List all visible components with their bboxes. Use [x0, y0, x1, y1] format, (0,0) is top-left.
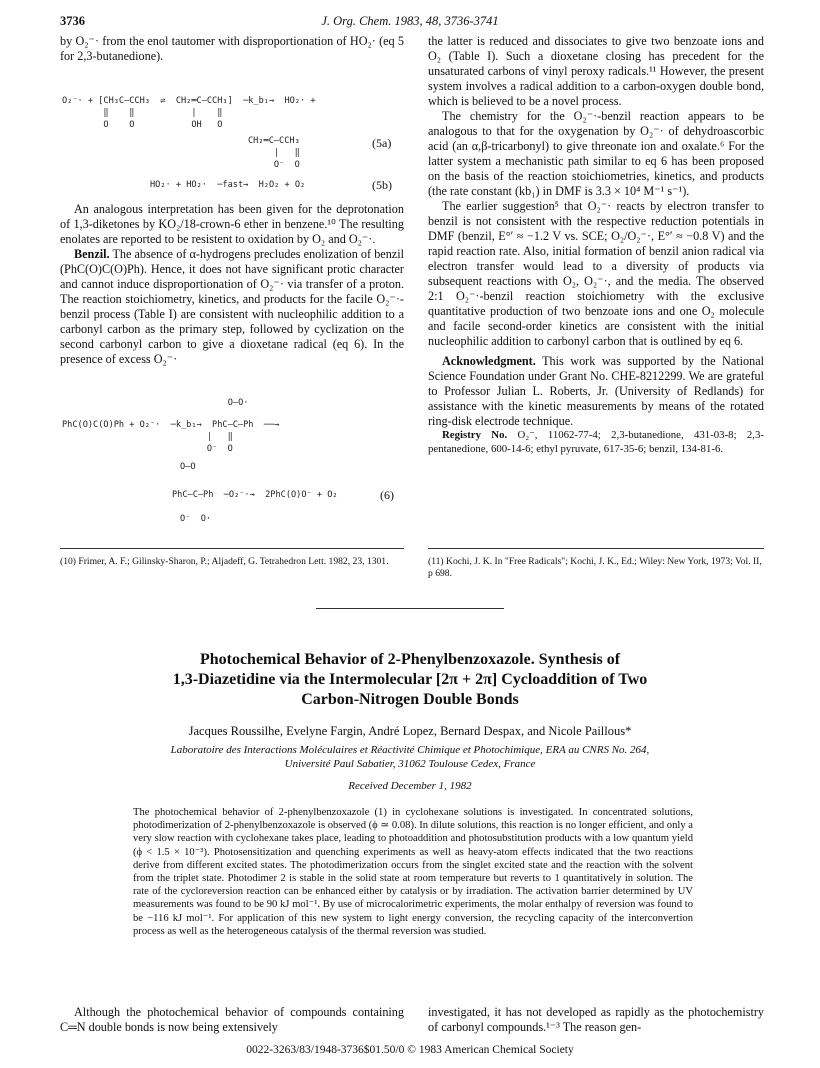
- registry-heading: Registry No.: [442, 429, 508, 441]
- page-footer: 0022-3263/83/1948-3736$01.50/0 © 1983 American Chemical Society: [246, 1044, 574, 1056]
- eq6-row-5: PhC—C—Ph ─O₂⁻·→ 2PhC(O)O⁻ + O₂: [172, 490, 338, 500]
- article-affiliation-2: Université Paul Sabatier, 31062 Toulouse Cedex, France: [284, 758, 536, 770]
- footnote-rule-left: [60, 548, 404, 549]
- benzil-heading: Benzil.: [74, 247, 110, 261]
- article-title-line-1: Photochemical Behavior of 2-Phenylbenzoxazole. Synthesis of: [199, 651, 621, 668]
- right-column: [428, 34, 764, 456]
- intro-left-text: Although the photochemical behavior of compounds containing C═N double bonds is now being extensively: [60, 1005, 404, 1034]
- eq5a-line-1: O₂⁻· + [CH₃C—CCH₃ ⇌ CH₂═C—CCH₃] ─k_b₁→ HO₂· +: [62, 96, 316, 106]
- left-column-top: [60, 34, 404, 64]
- eq5a-label: (5a): [372, 136, 392, 150]
- left-para-1: by O₂⁻· from the enol tautomer with disproportionation of HO₂· (eq 5 for 2,3-butanedione).: [60, 34, 404, 63]
- left-column-middle: [60, 202, 404, 367]
- eq5a-product-2: | ‖: [248, 148, 300, 158]
- ack-heading: Acknowledgment.: [442, 354, 536, 368]
- article-title-line-3: Carbon-Nitrogen Double Bonds: [301, 691, 519, 708]
- article-abstract: The photochemical behavior of 2-phenylbenzoxazole (1) in cyclohexane solutions is investigated. In concentrated solutions, photodimerization of 2-phenylbenzoxazole is observed (ϕ ≃ 0.08). In dilute solutions, this reaction is no longer efficient, and only a very slow reaction with cyclohexane takes place, leading to photoaddition and photosubstitution products with a low quantum yield (ϕ < 1.5 × 10⁻³). Photosensitization and quenching experiments as well as heavy-atom effects indicated that the two reactions derive from different excited states. The photodimerization occurs from the singlet excited state and the reaction with the solvent from the triplet state. Photodimer 2 is stable in the solid state at room temperature but reverts to 1 quantitatively in solution. The rate of the cycloreversion reaction can be enhanced either by catalysis or by irradiation. The activation barrier determined by UV measurements was found to be 90 kJ mol⁻¹. By use of microcalorimetric experiments, the molar enthalpy of reversion was found to be −116 kJ mol⁻¹. For application of this new system to light energy conversion, the recycling capacity of the interconvertion process as well as the heterogeneous catalysis of the thermal reversion was studied.: [133, 807, 693, 937]
- intro-right-text: investigated, it has not developed as rapidly as the photochemistry of carbonyl compounds.¹⁻³ The reason gen-: [428, 1005, 764, 1034]
- right-para-2: The chemistry for the O₂⁻·-benzil reaction appears to be analogous to that for the oxygenation by O₂⁻· of dehydroascorbic acid (an α,β-tricarbonyl) to give threonate ion and oxalate.⁶ For the latter system a mechanistic path similar to eq 6 has been proposed on the basis of the reaction stoichiometries, kinetics, and products (the rate constant (kb₁) in DMF is 3.3 × 10⁴ M⁻¹ s⁻¹).: [428, 109, 764, 198]
- footnote-rule-right: [428, 548, 764, 549]
- registry-text: O₂⁻, 11062-77-4; 2,3-butanedione, 431-03-8; 2,3-pentanedione, 600-14-6; ethyl pyruvate, 617-35-6; benzil, 134-81-6.: [428, 429, 764, 455]
- article-received: Received December 1, 1982: [348, 780, 472, 792]
- page-number: 3736: [60, 14, 85, 28]
- article-authors: Jacques Roussilhe, Evelyne Fargin, André Lopez, Bernard Despax, and Nicole Paillous*: [188, 724, 632, 738]
- eq6-row-2: | ‖: [62, 432, 233, 442]
- right-para-3: The earlier suggestion⁵ that O₂⁻· reacts by electron transfer to benzil is not consistent with the respective reduction potentials in DMF (benzil, E°′ ≈ −1.2 V vs. SCE; O₂/O₂⁻·, E°′ ≈ −0.8 V) and the rapid reaction rate. Also, initial formation of benzil anion radical via electron transfer would lead to a diversity of products via subsequent reactions with O₂, O₂⁻·, and the media. The observed 2:1 O₂⁻·-benzil reaction stoichiometry with the exclusive quantitative production of two benzoate ions and one O₂ molecule and facile second-order kinetics are consistent with the initial nucleophilic addition to carbonyl carbon that is outlined by eq 6.: [428, 199, 764, 348]
- ack-text: This work was supported by the National Science Foundation under Grant No. CHE-8212299. We are grateful to Professor Julian L. Roberts, Jr. (University of Redlands) for assistance with the kinetic measurements by means of the rotated ring-disk electrode technique.: [428, 354, 765, 428]
- eq5b: HO₂· + HO₂· ─fast→ H₂O₂ + O₂: [150, 180, 306, 190]
- running-header: J. Org. Chem. 1983, 48, 3736-3741: [321, 14, 499, 28]
- registry: [428, 429, 764, 456]
- benzil-text: The absence of α-hydrogens precludes enolization of benzil (PhC(O)C(O)Ph). Hence, it does not have significant protic character and cannot induce disproportionation of O₂⁻· via transfer of a proton. The reaction stoichiometry, kinetics, and products for the facile O₂⁻·-benzil process (Table I) are consistent with nucleophilic addition to a carbonyl carbon as the primary step, followed by cyclization on the second carbonyl carbon to give a dioxetane radical (eq 6). In the presence of excess O₂⁻·: [60, 247, 404, 366]
- footnote-11: (11) Kochi, J. K. In "Free Radicals"; Kochi, J. K., Ed.; Wiley: New York, 1973; Vol. II, p 698.: [428, 556, 762, 579]
- right-para-1: the latter is reduced and dissociates to give two benzoate ions and O₂ (Table I). Such a dioxetane closing has precedent for the unsaturated carbons of vinyl peroxy radicals.¹¹ However, the present system involves a radical addition to a carbon-oxygen double bond, which is believed to be a novel process.: [428, 34, 764, 108]
- eq5b-label: (5b): [372, 178, 392, 192]
- left-para-benzil: [60, 247, 404, 367]
- article-title-line-2: 1,3-Diazetidine via the Intermolecular [2π + 2π] Cycloaddition of Two: [172, 671, 648, 688]
- left-para-2: An analogous interpretation has been given for the deprotonation of 1,3-diketones by KO₂/18-crown-6 ether in benzene.¹⁰ The resulting enolates are reported to be resistent to oxidation by O₂ and O₂⁻·.: [60, 202, 404, 246]
- intro-right: [428, 1005, 764, 1035]
- eq5a-product-1: CH₂═C—CCH₃: [248, 136, 300, 146]
- eq6-row-4: O—O: [180, 462, 196, 472]
- eq6-label: (6): [380, 488, 394, 502]
- eq6-row-1: PhC(O)C(O)Ph + O₂⁻· ─k_b₁→ PhC—C—Ph ──→: [62, 420, 280, 430]
- eq6-row-6: O⁻ O·: [180, 514, 212, 524]
- article-affiliation-1: Laboratoire des Interactions Moléculaires et Réactivité Chimique et Photochimique, ERA au CNRS No. 264,: [170, 744, 650, 756]
- footnote-10: (10) Frimer, A. F.; Gilinsky-Sharon, P.; Aljadeff, G. Tetrahedron Lett. 1982, 23, 1301.: [60, 556, 389, 567]
- eq5a-line-2: ‖ ‖ | ‖: [62, 108, 223, 118]
- eq5a-product-3: O⁻ O: [248, 160, 300, 170]
- eq6-row-3: O⁻ O: [62, 444, 233, 454]
- eq6-row-0: O—O·: [176, 398, 249, 408]
- intro-left: [60, 1005, 404, 1035]
- article-separator: [316, 608, 504, 609]
- eq5a-line-3: O O OH O: [62, 120, 223, 130]
- acknowledgment: [428, 354, 764, 429]
